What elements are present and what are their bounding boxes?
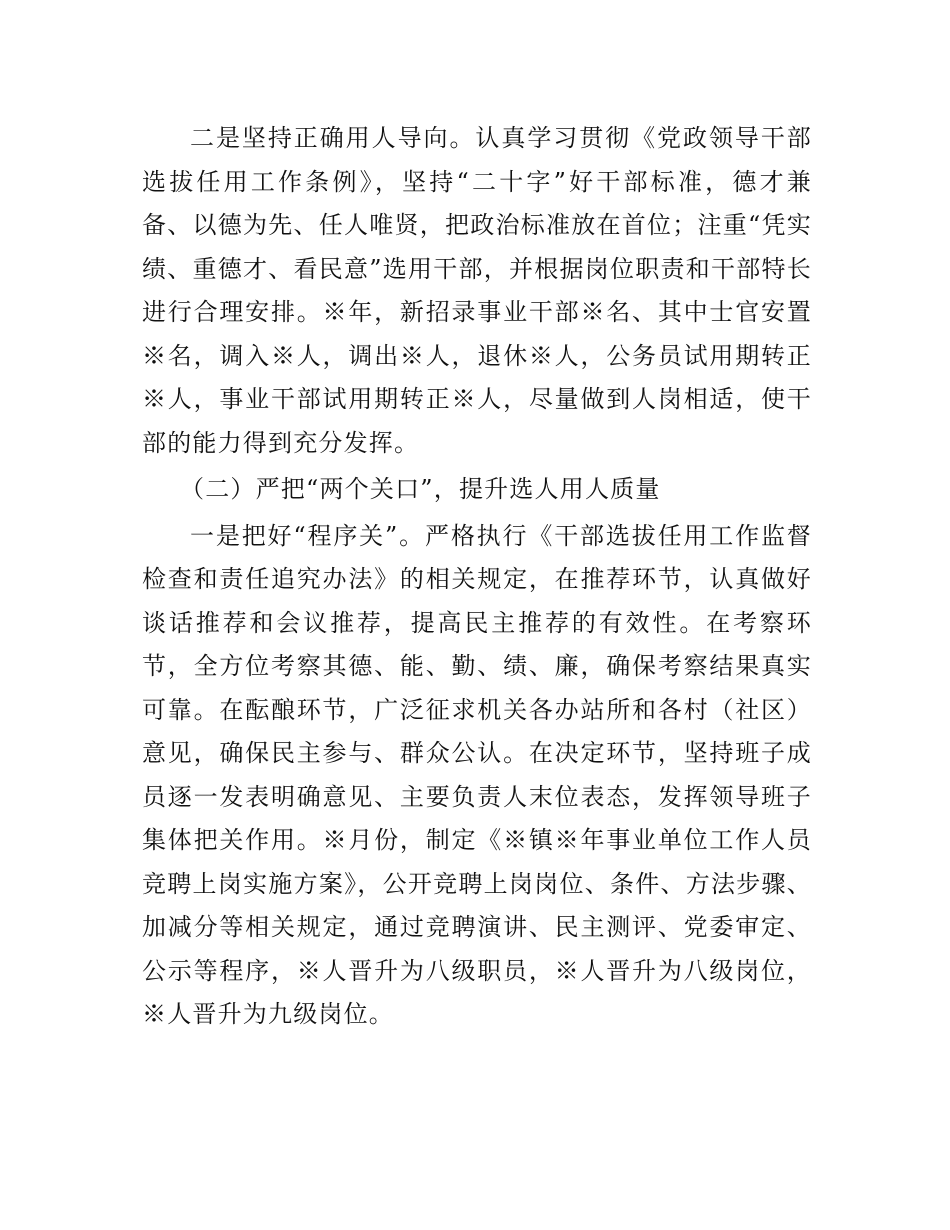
section-heading-two-checkpoints: （二）严把“两个关口”，提升选人用人质量 [180, 475, 661, 503]
document-body [142, 117, 812, 1037]
paragraph-cadre-orientation: 二是坚持正确用人导向。认真学习贯彻《党政领导干部选拔任用工作条例》，坚持“二十字”好干部标准，德才兼备、以德为先、任人唯贤，把政治标准放在首位；注重“凭实绩、重德才、看民意”选用干部，并根据岗位职责和干部特长进行合理安排。※年，新招录事业干部※名、其中士官安置※名，调入※人，调出※人，退休※人，公务员试用期转正※人，事业干部试用期转正※人，尽量做到人岗相适，使干部的能力得到充分发挥。 [142, 124, 812, 457]
paragraph-procedure-check: 一是把好“程序关”。严格执行《干部选拔任用工作监督检查和责任追究办法》的相关规定，在推荐环节，认真做好谈话推荐和会议推荐，提高民主推荐的有效性。在考察环节，全方位考察其德、能、勤、绩、廉，确保考察结果真实可靠。在酝酿环节，广泛征求机关各办站所和各村（社区）意见，确保民主参与、群众公认。在决定环节，坚持班子成员逐一发表明确意见、主要负责人末位表态，发挥领导班子集体把关作用。※月份，制定《※镇※年事业单位工作人员竞聘上岗实施方案》，公开竞聘上岗岗位、条件、方法步骤、加减分等相关规定，通过竞聘演讲、民主测评、党委审定、公示等程序，※人晋升为八级职员，※人晋升为八级岗位，※人晋升为九级岗位。 [142, 521, 812, 1028]
